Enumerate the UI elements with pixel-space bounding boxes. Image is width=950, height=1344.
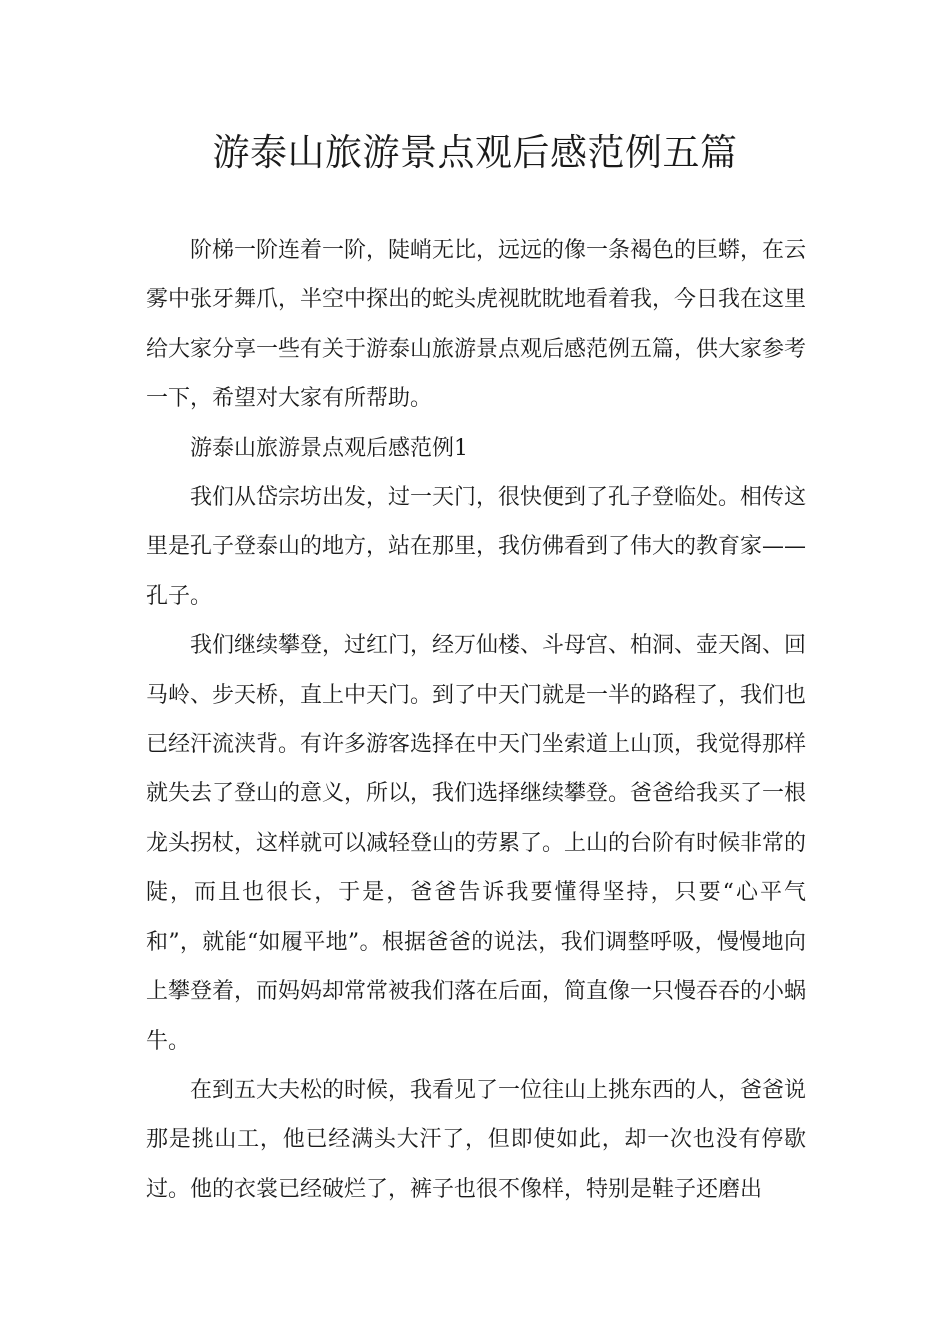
body-paragraph: 我们从岱宗坊出发，过一天门，很快便到了孔子登临处。相传这里是孔子登泰山的地方，站在那里，我仿佛看到了伟大的教育家——孔子。 (146, 485, 807, 609)
document-title: 游泰山旅游景点观后感范例五篇 (212, 131, 738, 174)
body-paragraph: 我们继续攀登，过红门，经万仙楼、斗母宫、柏洞、壶天阁、回马岭、步天桥，直上中天门。到了中天门就是一半的路程了，我们也已经汗流浃背。有许多游客选择在中天门坐索道上山顶，我觉得那样就失去了登山的意义，所以，我们选择继续攀登。爸爸给我买了一根龙头拐杖，这样就可以减轻登山的劳累了。上山的台阶有时候非常的陡，而且也很长，于是，爸爸告诉我要懂得坚持，只要“心平气和”，就能“如履平地”。根据爸爸的说法，我们调整呼吸，慢慢地向上攀登着，而妈妈却常常被我们落在后面，简直像一只慢吞吞的小蜗牛。 (146, 633, 807, 1054)
section-heading: 游泰山旅游景点观后感范例1 (190, 435, 468, 461)
intro-paragraph: 阶梯一阶连着一阶，陡峭无比，远远的像一条褐色的巨蟒，在云雾中张牙舞爪，半空中探出的蛇头虎视眈眈地看着我，今日我在这里给大家分享一些有关于游泰山旅游景点观后感范例五篇，供大家参考一下，希望对大家有所帮助。 (146, 238, 807, 412)
body-paragraph: 在到五大夫松的时候，我看见了一位往山上挑东西的人，爸爸说那是挑山工，他已经满头大汗了，但即使如此，却一次也没有停歇过。他的衣裳已经破烂了，裤子也很不像样，特别是鞋子还磨出 (146, 1077, 807, 1202)
document-body (146, 226, 806, 1214)
